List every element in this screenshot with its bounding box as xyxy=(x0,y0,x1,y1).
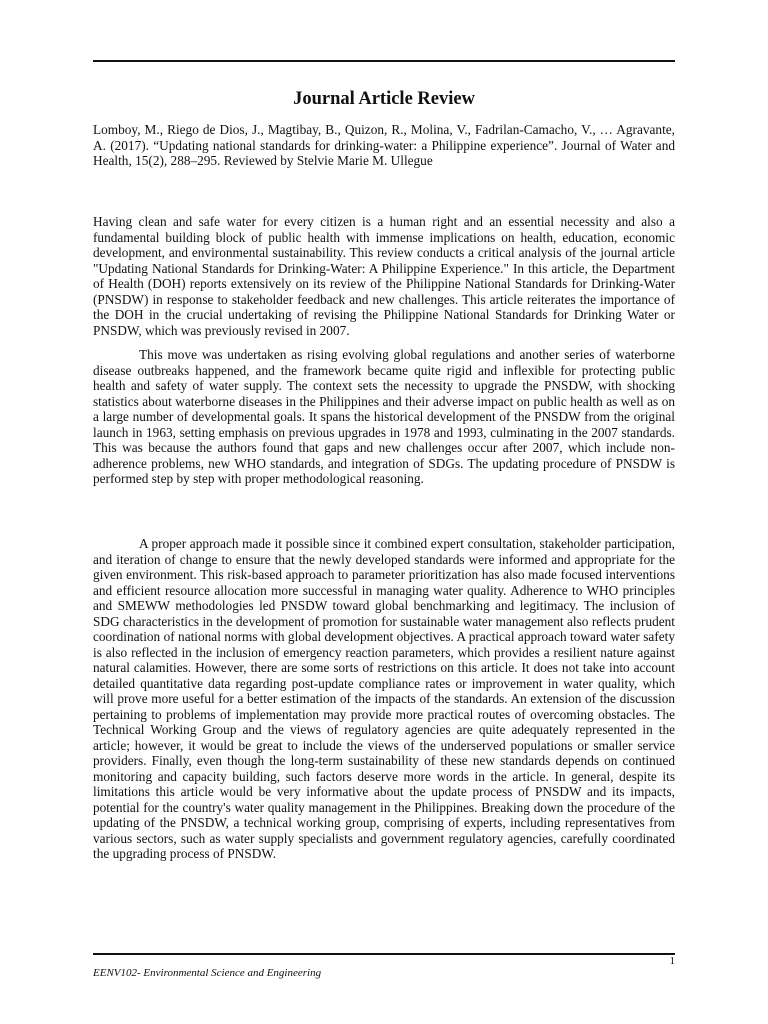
citation: Lomboy, M., Riego de Dios, J., Magtibay, B., Quizon, R., Molina, V., Fadrilan-Camacho, V., … Agravante, A. (2017). “Updating national standards for drinking-water: a Philippine experience”. Journal of Water and Health, 15(2), 288–295. Reviewed by Stelvie Marie M. Ullegue xyxy=(93,122,675,168)
page-number: 1 xyxy=(669,955,675,967)
paragraph-2: This move was undertaken as rising evolving global regulations and another series of waterborne disease outbreaks happened, and the framework became quite rigid and inflexible for protecting public health and safety of water supply. The context sets the necessity to upgrade the PNSDW, with shocking statistics about waterborne diseases in the Philippines and their adverse impact on public health as well as on a large number of developmental goals. It spans the historical development of the PNSDW from the original launch in 1963, setting emphasis on previous upgrades in 1978 and 1993, culminating in the 2007 standards. This was because the authors found that gaps and new challenges occur after 2007, which include non-adherence problems, new WHO standards, and integration of SDGs. The updating procedure of PNSDW is performed step by step with proper methodological reasoning. xyxy=(93,347,675,486)
document-title: Journal Article Review xyxy=(293,89,475,109)
header-rule xyxy=(93,60,675,62)
footer-rule xyxy=(93,953,675,955)
paragraph-3: A proper approach made it possible since it combined expert consultation, stakeholder participation, and iteration of change to ensure that the newly developed standards were informed and appropriate for the given environment. This risk-based approach to parameter prioritization has also made focused interventions and efficient resource allocation more successful in managing water quality. Adherence to WHO principles and SMEWW methodologies led PNSDW toward global benchmarking and legitimacy. The inclusion of SDG characteristics in the development of promotion for sustainable water management also reflects prudent coordination of national norms with global development objectives. A practical approach toward water safety is also reflected in the inclusion of emergency reaction parameters, which provides a resilient nature against natural calamities. However, there are some sorts of restrictions on this article. It does not take into account detailed quantitative data regarding post-update compliance rates or improvement in water quality, which will prove more useful for a better estimation of the impacts of the standards. An extension of the discussion pertaining to problems of implementation may provide more practical routes of overcoming obstacles. The Technical Working Group and the views of regulatory agencies are quite adequately represented in the article; however, it would be great to include the views of the underserved populations or smaller service providers. Finally, even though the long-term sustainability of these new standards depends on continued monitoring and capacity building, such factors deserve more words in the article. In general, despite its limitations this article would be very informative about the update process of PNSDW and its impacts, potential for the country's water quality management in the Philippines. Breaking down the procedure of the updating of the PNSDW, a technical working group, comprising of experts, including representatives from various sectors, such as water supply specialists and government regulatory agencies, carefully coordinated the upgrading process of PNSDW. xyxy=(93,536,675,861)
footer-course: EENV102- Environmental Science and Engineering xyxy=(93,967,322,979)
paragraph-1: Having clean and safe water for every citizen is a human right and an essential necessity and also a fundamental building block of public health with immense implications on health, education, economic development, and environmental sustainability. This review conducts a critical analysis of the journal article "Updating National Standards for Drinking-Water: A Philippine Experience." In this article, the Department of Health (DOH) reports extensively on its review of the Philippine National Standards for Drinking-Water (PNSDW) in response to stakeholder feedback and new challenges. This article reiterates the importance of the DOH in the crucial undertaking of revising the Philippine National Standards for Drinking Water or PNSDW, which was previously revised in 2007. xyxy=(93,214,675,338)
